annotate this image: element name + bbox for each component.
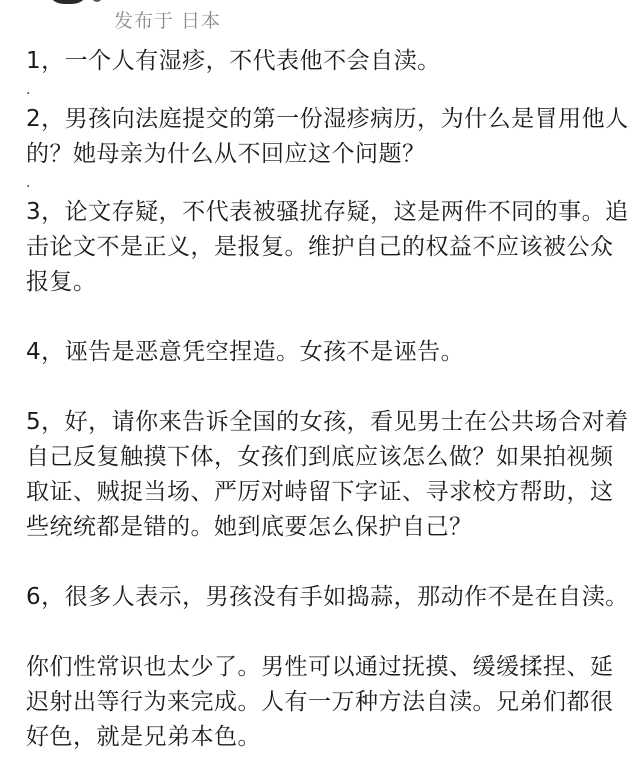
post-separator-dot-1: . — [26, 82, 31, 98]
post-paragraph-7: 你们性常识也太少了。男性可以通过抚摸、缓缓揉捏、延迟射出等行为来完成。人有一万种方法自渎。兄弟们都很好色，就是兄弟本色。 — [26, 654, 614, 750]
post-paragraph-3: 3，论文存疑，不代表被骚扰存疑，这是两件不同的事。追击论文不是正义，是报复。维护自己的权益不应该被公众报复。 — [26, 199, 629, 295]
paragraph-gap — [26, 300, 632, 335]
post-paragraph-5: 5，好，请你来告诉全国的女孩，看见男士在公共场合对着自己反复触摸下体，女孩们到底应该怎么做？如果拍视频取证、贼捉当场、严厉对峙留下字证、寻求校方帮助，这些统统都是错的。她到底要怎么保护自己？ — [26, 409, 629, 540]
paragraph-gap — [26, 615, 632, 650]
post-location-meta: 发布于 日本 — [114, 10, 222, 32]
post-paragraph-6: 6，很多人表示，男孩没有手如捣蒜，那动作不是在自渎。 — [26, 584, 629, 610]
post-paragraph-4: 4，诬告是恶意凭空捏造。女孩不是诬告。 — [26, 339, 465, 365]
avatar[interactable] — [46, 0, 90, 4]
avatar-badge — [92, 0, 102, 2]
post-separator-dot-2: . — [26, 175, 31, 191]
paragraph-gap — [26, 545, 632, 580]
post-paragraph-2: 2，男孩向法庭提交的第一份湿疹病历，为什么是冒用他人的？她母亲为什么从不回应这个问题？ — [26, 106, 629, 167]
post-body — [26, 44, 632, 755]
paragraph-gap — [26, 370, 632, 405]
post-paragraph-1: 1，一个人有湿疹，不代表他不会自渎。 — [26, 48, 441, 74]
